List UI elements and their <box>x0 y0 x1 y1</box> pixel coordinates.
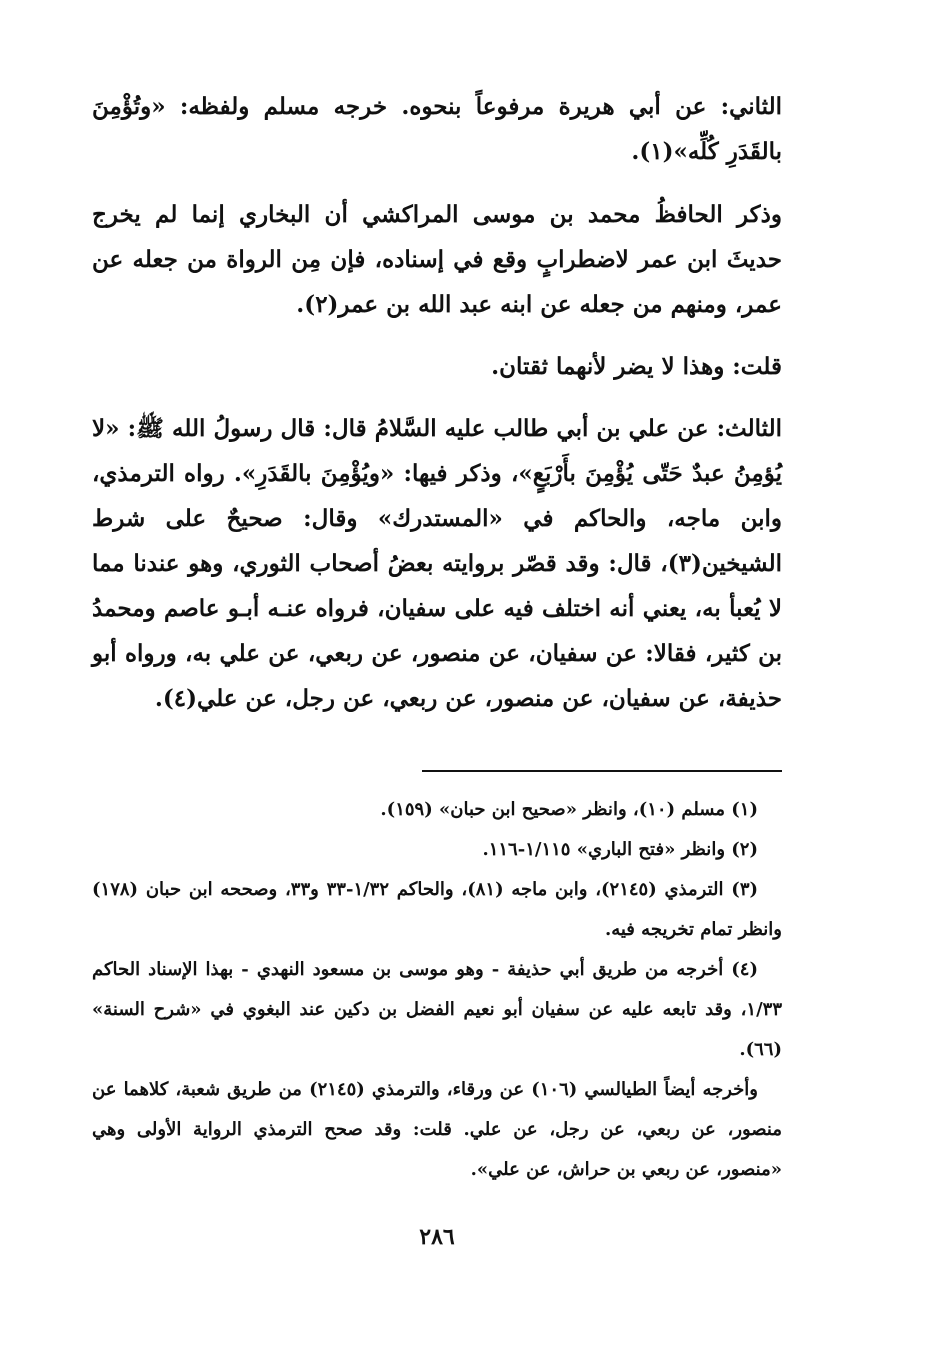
footnote-separator <box>422 770 782 772</box>
footnotes <box>92 790 782 1190</box>
footnote-4: (٤) أخرجه من طريق أبي حذيفة - وهو موسى بن مسعود النهدي - بهذا الإسناد الحاكم ١/٣٣، وقد تابعه عليه عن سفيان أبو نعيم الفضل بن دكين عند البغوي في «شرح السنة» (٦٦). <box>92 959 782 1060</box>
footnote-2: (٢) وانظر «فتح الباري» ١/١١٥-١١٦. <box>482 839 758 860</box>
paragraph-marrakushi-note: وذكر الحافظُ محمد بن موسى المراكشي أن البخاري إنما لم يخرج حديثَ ابن عمر لاضطرابٍ وقع في إسناده، فإن مِن الرواة من جعله عن عمر، ومنهم من جعله عن ابنه عبد الله بن عمر(٢). <box>92 201 782 318</box>
footnote-1: (١) مسلم (١٠)، وانظر «صحيح ابن حبان» (١٥٩). <box>380 799 758 820</box>
footnote-4-continuation: وأخرجه أيضاً الطيالسي (١٠٦) عن ورقاء، والترمذي (٢١٤٥) من طريق شعبة، كلاهما عن منصور، عن ربعي، عن رجل، عن علي. قلت: وقد صحح الترمذي الرواية الأولى وهي «منصور، عن ربعي بن حراش، عن علي». <box>92 1079 782 1180</box>
paragraph-third-narration: الثالث: عن علي بن أبي طالب عليه السَّلامُ قال: قال رسولُ الله ﷺ: «لا يُؤمِنُ عبدٌ حَتّى يُؤْمِنَ بأَرْبَعٍ»، وذكر فيها: «ويُؤْمِنَ بالقَدَرِ». رواه الترمذي، وابن ماجه، والحاكم في «المستدرك» وقال: صحيحٌ على شرط الشيخين(٣)، قال: وقد قصّر بروايته بعضُ أصحاب الثوري، وهو عندنا مما لا يُعبأ به، يعني أنه اختلف فيه على سفيان، فرواه عنـه أبـو عاصم ومحمدُ بن كثير، فقالا: عن سفيان، عن منصور، عن ربعي، عن علي به، ورواه أبو حذيفة، عن سفيان، عن منصور، عن ربعي، عن رجل، عن علي(٤). <box>92 415 782 712</box>
footnote-3: (٣) الترمذي (٢١٤٥)، وابن ماجه (٨١)، والحاكم ١/٣٢-٣٣ و٣٣، وصححه ابن حبان (١٧٨) وانظر تمام تخريجه فيه. <box>92 879 782 940</box>
paragraph-author-comment: قلت: وهذا لا يضر لأنهما ثقتان. <box>491 353 782 380</box>
book-page <box>92 78 782 1348</box>
page-number: ٢٨٦ <box>419 1224 455 1250</box>
paragraph-second-narration: الثاني: عن أبي هريرة مرفوعاً بنحوه. خرجه مسلم ولفظه: «وتُؤْمِنَ بالقَدَرِ كُلِّه»(١). <box>92 93 782 165</box>
